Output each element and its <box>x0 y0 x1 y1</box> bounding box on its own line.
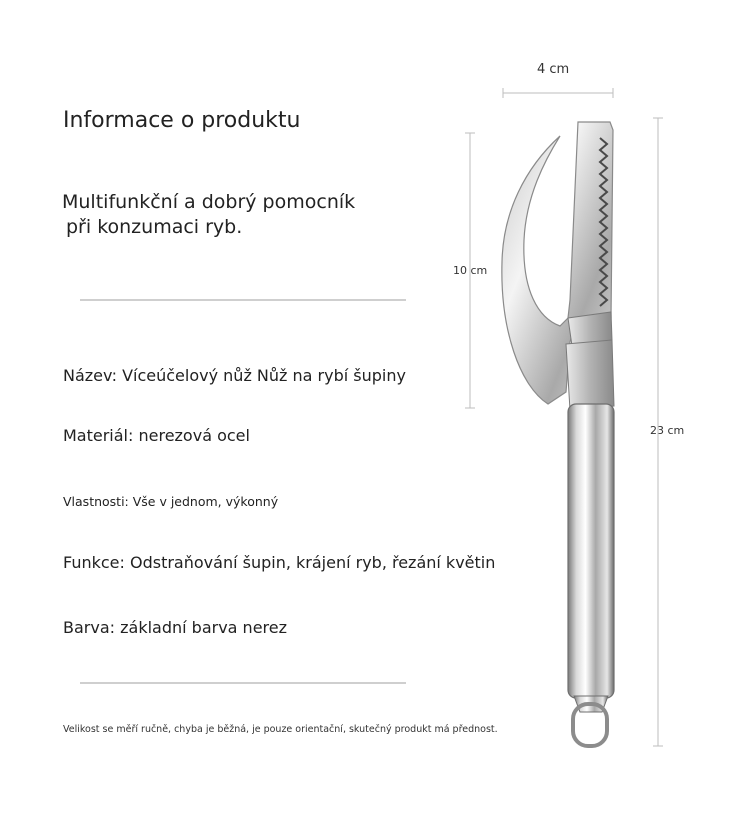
measurement-note: Velikost se měří ručně, chyba je běžná, je pouze orientační, skutečný produkt má přednost. <box>63 724 498 735</box>
knife-handle <box>568 404 614 698</box>
width-dimension-line <box>503 88 613 98</box>
spec-features: Vlastnosti: Vše v jednom, výkonný <box>63 494 279 509</box>
tagline-line-2: při konzumaci ryb. <box>66 216 243 238</box>
spec-material: Materiál: nerezová ocel <box>63 426 250 445</box>
spec-function: Funkce: Odstraňování šupin, krájení ryb, řezání květin <box>63 553 496 572</box>
spec-color: Barva: základní barva nerez <box>63 618 288 637</box>
blade-length-label: 10 cm <box>453 264 488 277</box>
spec-name: Název: Víceúčelový nůž Nůž na rybí šupiny <box>63 366 406 385</box>
bolster <box>566 340 614 410</box>
total-length-dimension-line <box>653 118 663 746</box>
blade-length-dimension-line <box>465 133 475 408</box>
total-length-label: 23 cm <box>650 424 685 437</box>
width-dimension-label: 4 cm <box>537 62 570 77</box>
page-title: Informace o produktu <box>63 108 301 133</box>
tagline-line-1: Multifunkční a dobrý pomocník <box>62 191 356 213</box>
